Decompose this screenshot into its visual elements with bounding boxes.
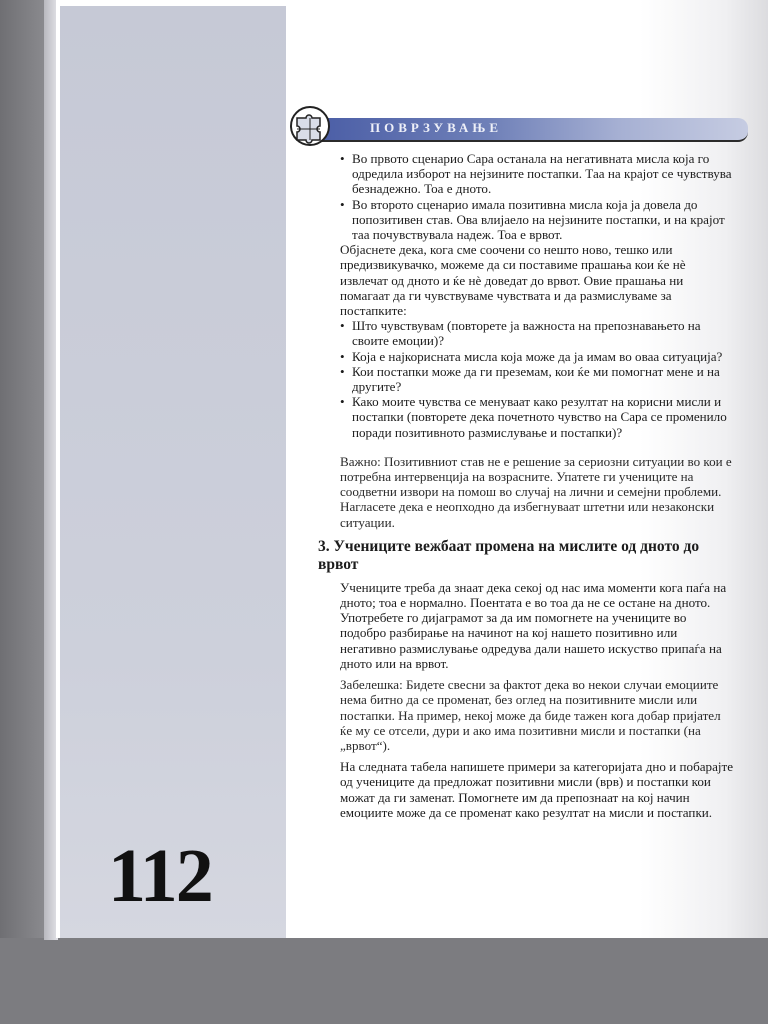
bullet-icon: • <box>340 151 345 166</box>
bullet-icon: • <box>340 348 345 364</box>
note-paragraph: Забелешка: Бидете свесни за фактот дека во некои случаи емоциите нема битно да се променат, без оглед на позитивните мисли или постапки. На пример, некој може да биде тажен кога добар пријател ќе му се отсели, дури и ако има позитивни мисли и постапки (на „врвот“). <box>340 677 721 753</box>
bullet-icon: • <box>340 318 345 334</box>
scenario-list <box>340 151 734 530</box>
puzzle-piece-icon <box>288 104 334 148</box>
section-header <box>288 104 750 148</box>
background-bottom <box>0 938 768 1024</box>
list-item: • Која е најкорисната мисла која може да ја имам во оваа ситуација? <box>340 348 723 364</box>
section-heading: 3. Учениците вежбаат промена на мислите од дното до врвот <box>318 537 700 573</box>
page-margin-band <box>60 6 286 938</box>
page-content <box>314 151 734 820</box>
section-header-title: ПОВРЗУВАЊЕ <box>370 120 503 135</box>
list-item: • Кои постапки може да ги преземам, кои ќе ми помогнат мене и на другите? <box>340 363 720 395</box>
important-note: Важно: Позитивниот став не е решение за сериозни ситуации во кои е потребна интервенција на возрасните. Упатете ги учениците на соодветни извори на помош во случај на лични и семејни проблеми. Нагласете дека е неопходно да избегнуваат штетни или незаконски ситуации. <box>340 453 732 530</box>
list-item: • Во првото сценарио Сара останала на негативната мисла која го одредила изборот на нејзините постапки. Таа на крајот се чувствува безнадежно. Тоа е дното. <box>340 151 732 197</box>
page-number: 112 <box>108 834 212 918</box>
explain-paragraph: Објаснете дека, кога сме соочени со нешто ново, тешко или предизвикувачко, можеме да си поставиме прашања кои ќе нè извлечат од дното и ќе нè доведат до врвот. Овие прашања ни помагаат да ги чувствуваме чувствата и да размислуваме за постапките: <box>340 242 686 319</box>
section-3-body <box>340 580 734 820</box>
bullet-icon: • <box>340 363 345 379</box>
bullet-icon: • <box>340 196 345 212</box>
list-item: • Што чувствувам (повторете ја важноста на препознавањето на своите емоции)? <box>340 318 701 349</box>
list-item: • Во второто сценарио имала позитивна мисла која ја довела до попозитивен став. Ова влијаело на нејзините постапки, и на крајот таа почувствувала надеж. Тоа е врвот. <box>340 196 725 243</box>
paragraph: На следната табела напишете примери за категоријата дно и побарајте од учениците да предложат позитивни мисли (врв) и постапки кои можат да ги заменат. Помогнете им да препознаат на кој начин емоциите може да се променат како резултат на мисли и постапки. <box>340 759 734 820</box>
list-item: • Како моите чувства се менуваат како резултат на корисни мисли и постапки (повторете дека почетното чувство на Сара се променило поради позитивното размислување и постапки)? <box>340 394 727 440</box>
background-left <box>0 0 48 1024</box>
bullet-icon: • <box>340 394 345 410</box>
paragraph: Учениците треба да знаат дека секој од нас има моменти кога паѓа на дното; тоа е нормално. Поентата е во тоа да не се остане на дното. Употребете го дијаграмот за да им помогнете на учениците во подобро разбирање на начинот на кој нашето позитивно или негативно размислување одредува дали нашето искуство припаѓа на дното или на врвот. <box>340 579 727 671</box>
